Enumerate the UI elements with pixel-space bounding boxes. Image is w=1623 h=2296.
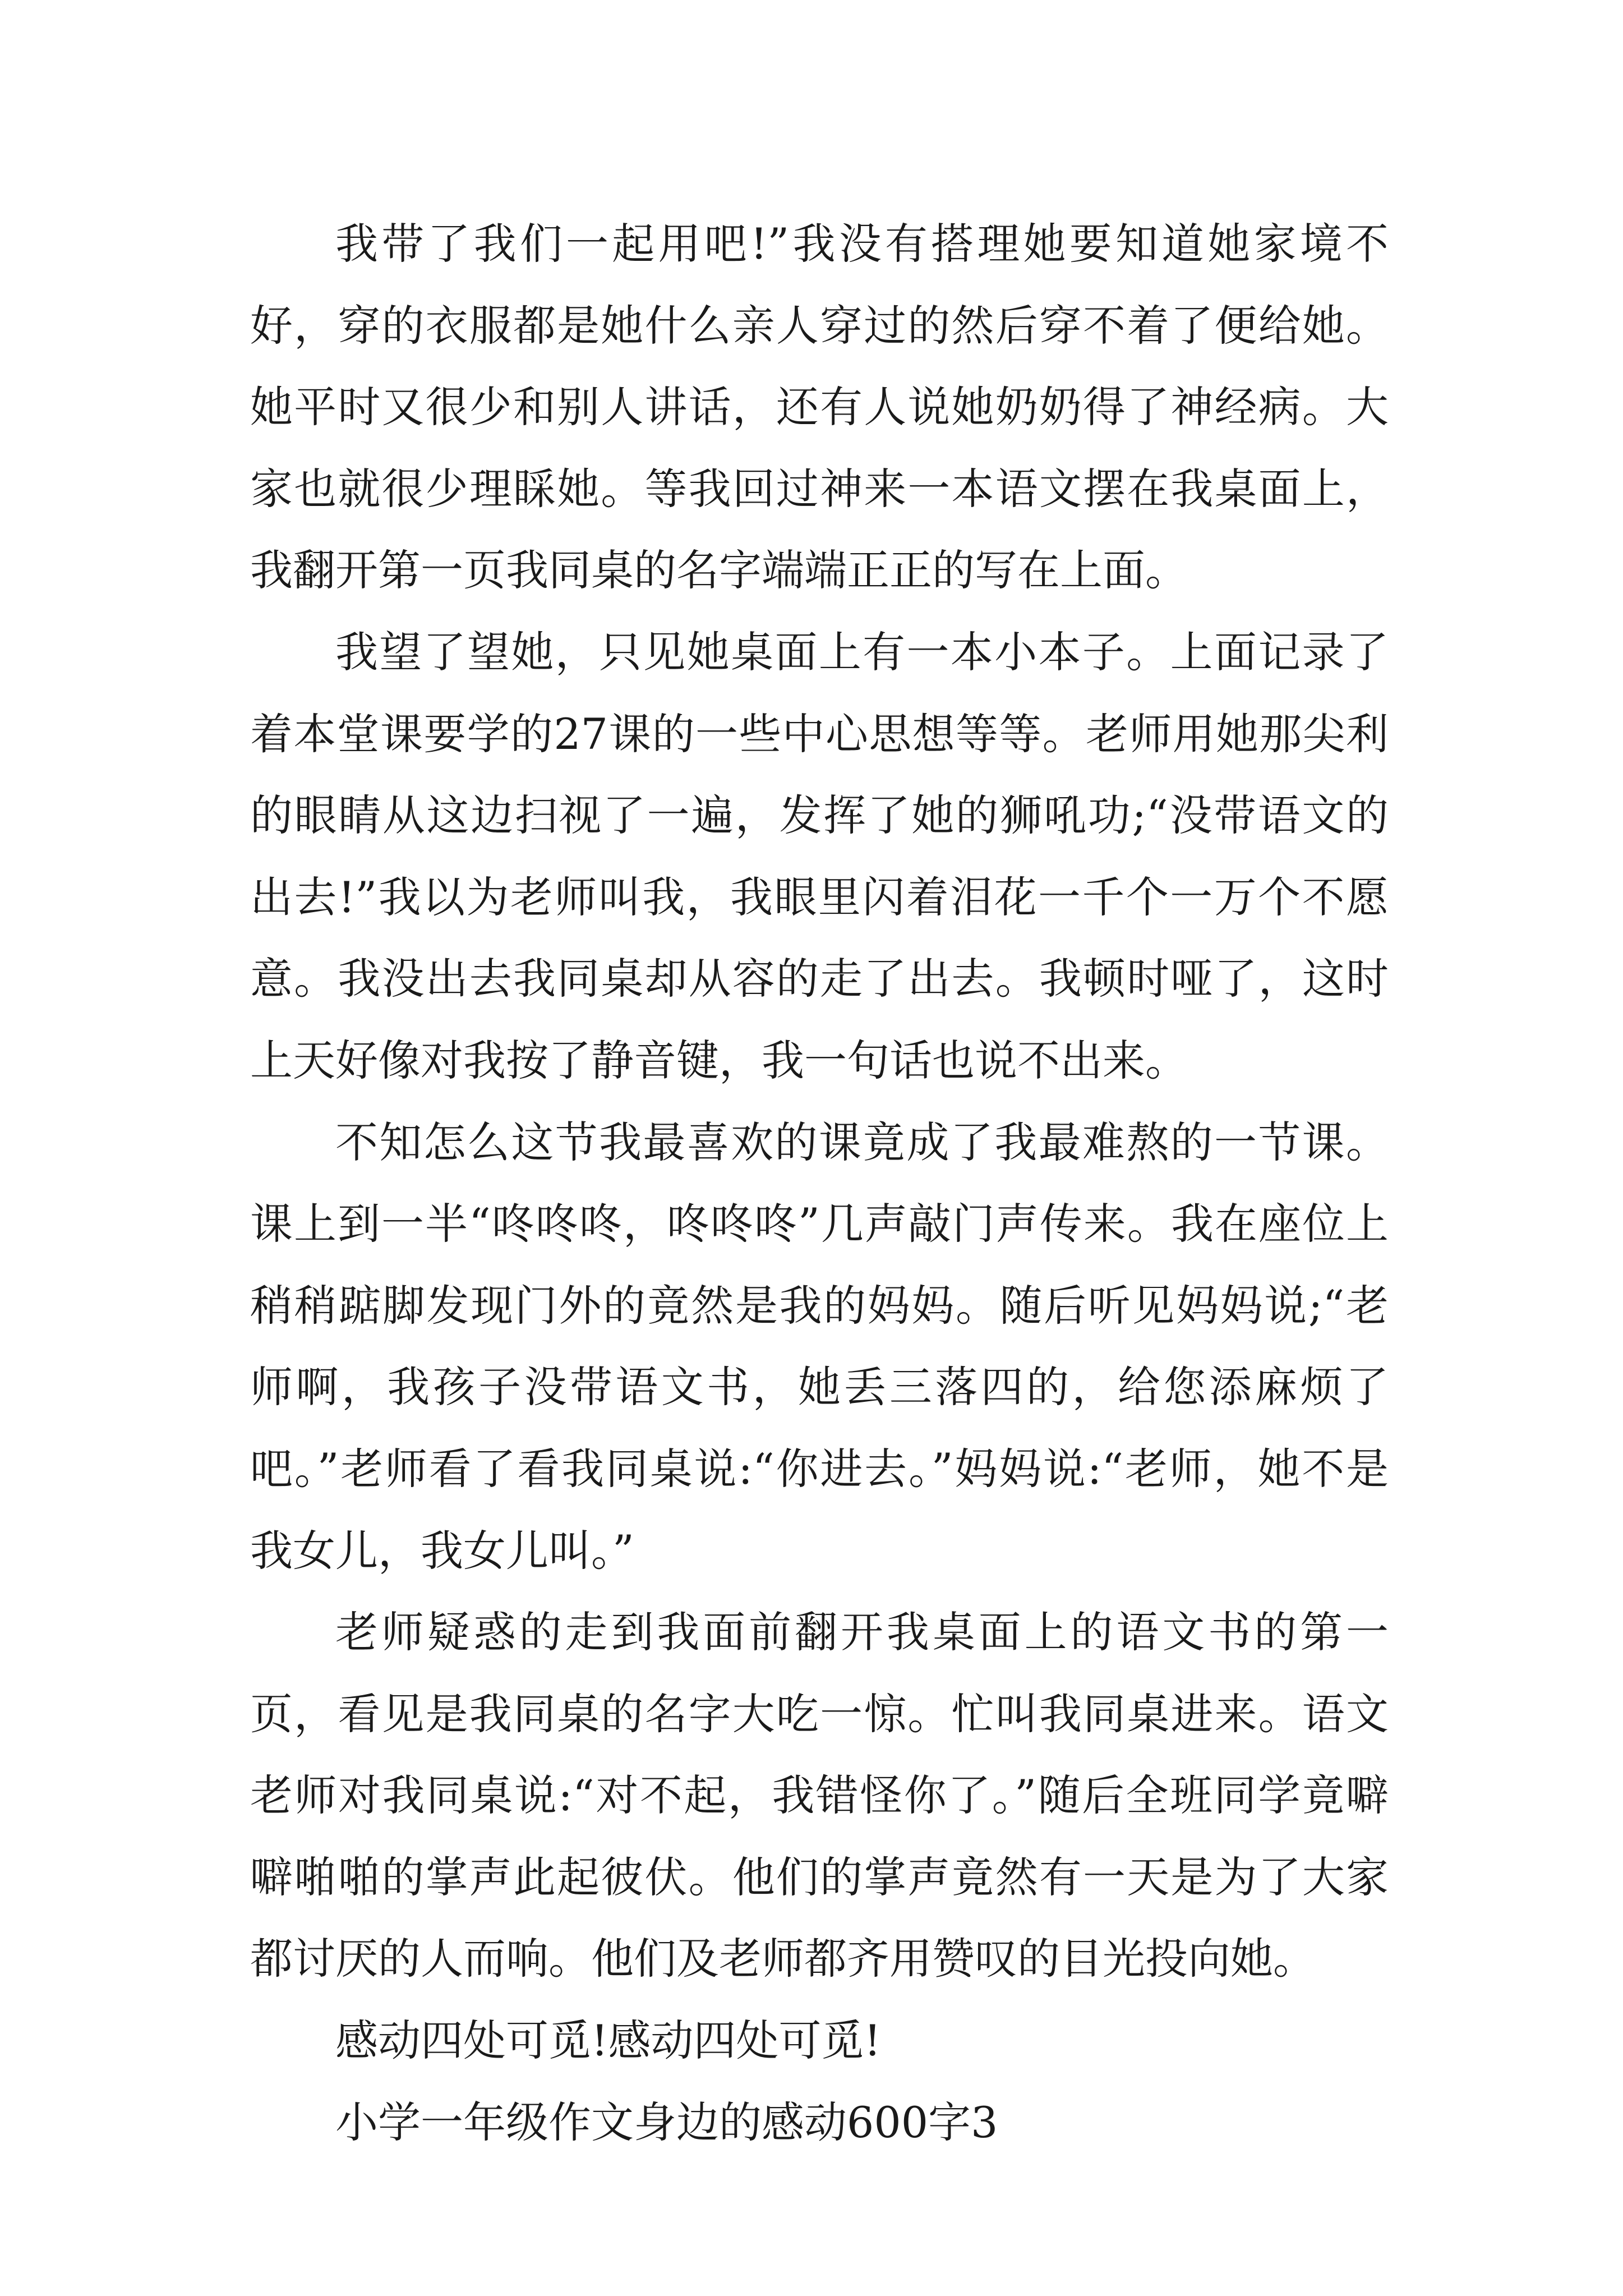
paragraph-4: 老师疑惑的走到我面前翻开我桌面上的语文书的第一页，看见是我同桌的名字大吃一惊。忙叫我同桌进来。语文老师对我同桌说:“对不起，我错怪你了。”随后全班同学竟噼噼啪啪的掌声此起彼伏。他们的掌声竟然有一天是为了大家都讨厌的人而响。他们及老师都齐用赞叹的目光投向她。 <box>250 1607 1389 1984</box>
paragraph-5: 感动四处可觅!感动四处可觅! <box>335 2016 882 2066</box>
document-body <box>250 203 1389 2163</box>
paragraph-1: 我带了我们一起用吧!”我没有搭理她要知道她家境不好，穿的衣服都是她什么亲人穿过的然后穿不着了便给她。她平时又很少和别人讲话，还有人说她奶奶得了神经病。大家也就很少理睬她。等我回过神来一本语文摆在我桌面上，我翻开第一页我同桌的名字端端正正的写在上面。 <box>250 219 1389 596</box>
paragraph-3: 不知怎么这节我最喜欢的课竟成了我最难熬的一节课。课上到一半“咚咚咚，咚咚咚”几声敲门声传来。我在座位上稍稍踮脚发现门外的竟然是我的妈妈。随后听见妈妈说;“老师啊，我孩子没带语文书，她丢三落四的，给您添麻烦了吧。”老师看了看我同桌说:“你进去。”妈妈说:“老师，她不是我女儿，我女儿叫。” <box>250 1117 1389 1576</box>
paragraph-2: 我望了望她，只见她桌面上有一本小本子。上面记录了着本堂课要学的27课的一些中心思想等等。老师用她那尖利的眼睛从这边扫视了一遍，发挥了她的狮吼功;“没带语文的出去!”我以为老师叫我，我眼里闪着泪花一千个一万个不愿意。我没出去我同桌却从容的走了出去。我顿时哑了，这时上天好像对我按了静音键，我一句话也说不出来。 <box>250 627 1389 1085</box>
section-heading: 小学一年级作文身边的感动600字3 <box>335 2097 998 2147</box>
